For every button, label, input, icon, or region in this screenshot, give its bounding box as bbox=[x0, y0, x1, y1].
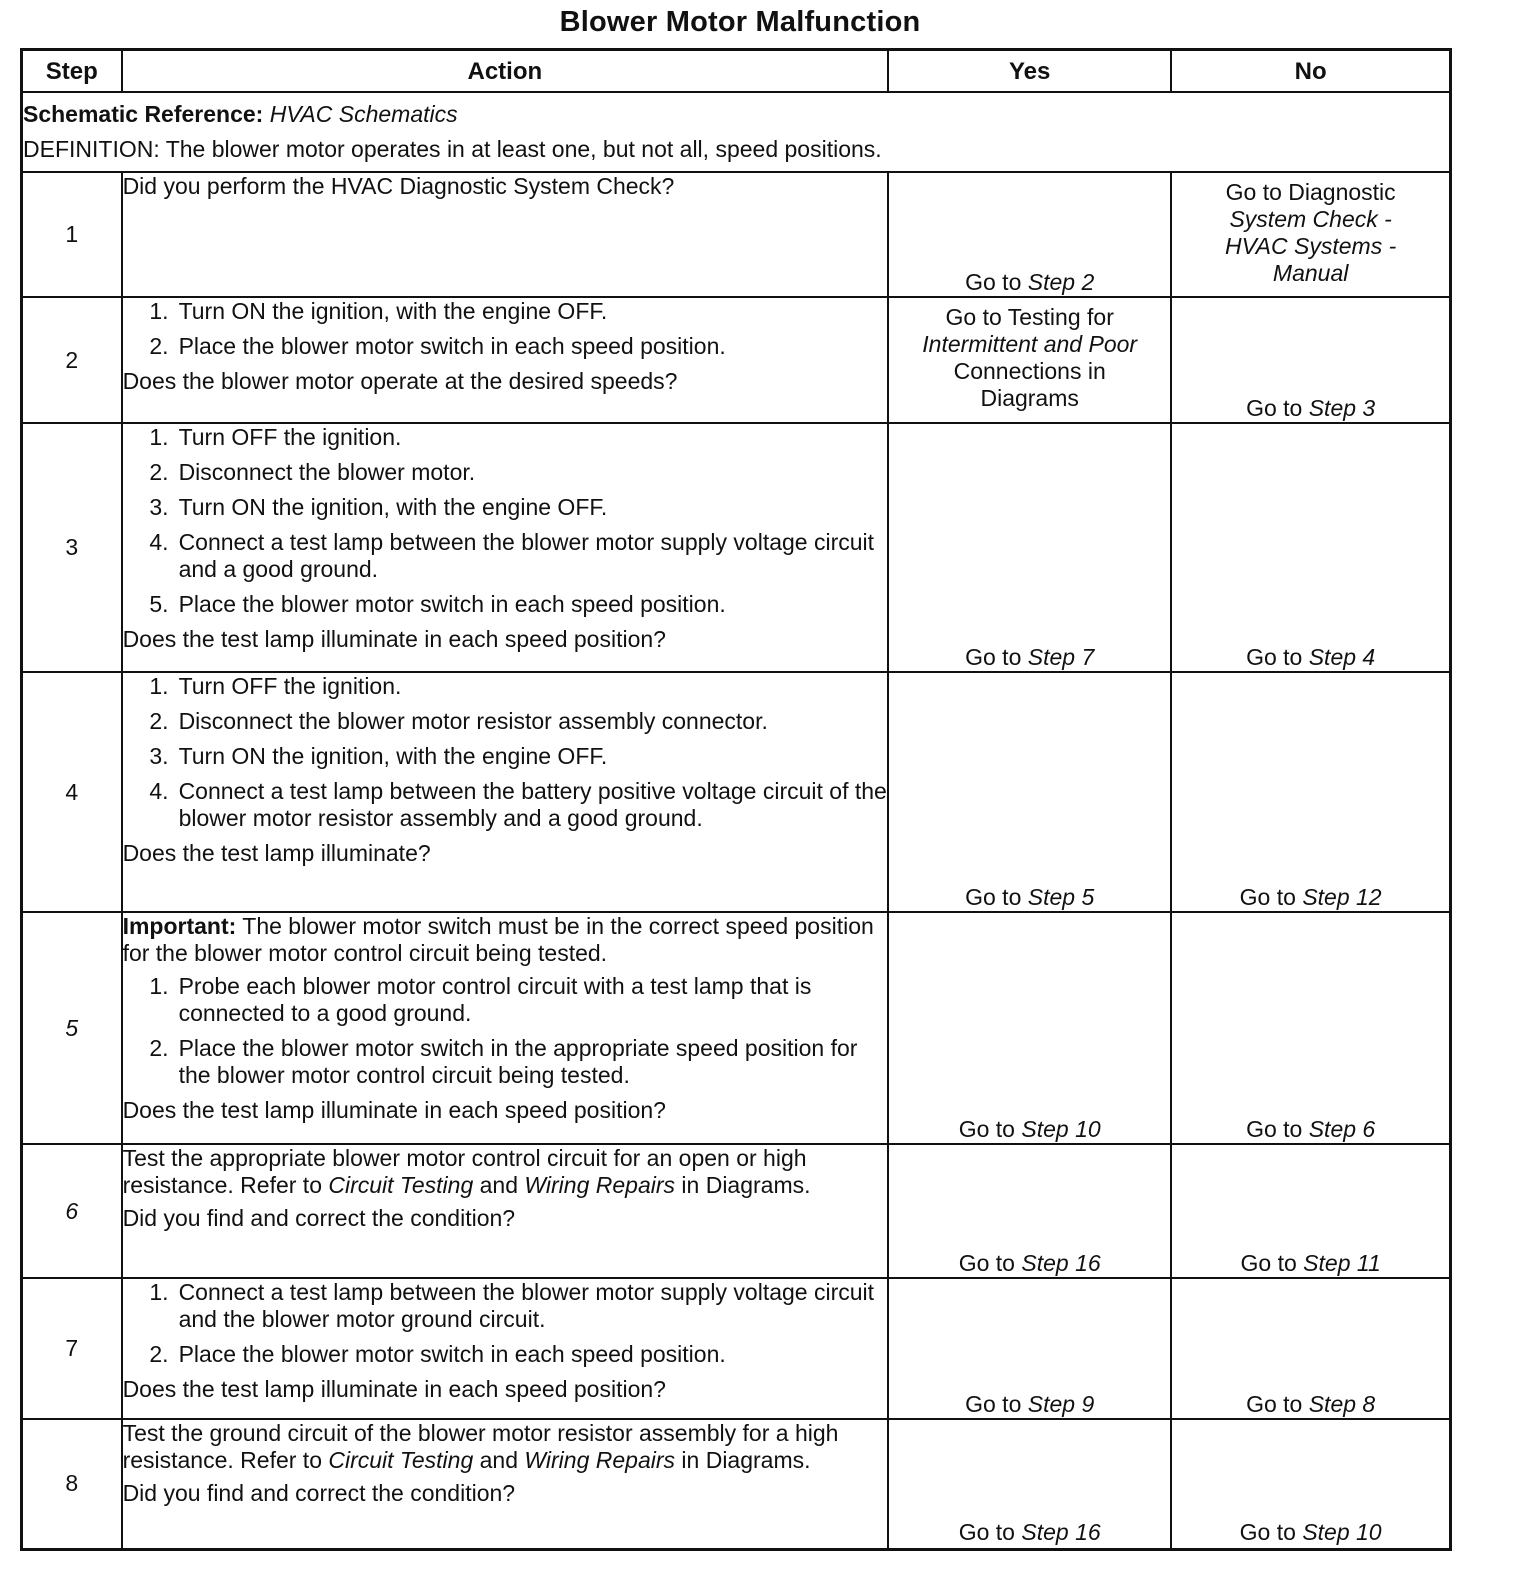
header-row bbox=[22, 50, 1451, 93]
no-link[interactable]: Step 6 bbox=[1308, 1116, 1376, 1142]
goto-label: Go to bbox=[1246, 644, 1303, 670]
action-cell bbox=[122, 297, 889, 423]
list-item: 1. Probe each blower motor control circuit with a test lamp that is connected to a good ground. bbox=[149, 973, 812, 1026]
question-text: Did you find and correct the condition? bbox=[122, 1205, 516, 1231]
circuit-testing-link[interactable]: Circuit Testing bbox=[328, 1172, 474, 1198]
action-cell bbox=[122, 1419, 889, 1549]
important-note: Important: The blower motor switch must be in the correct speed position for the blower motor control circuit being tested. bbox=[122, 913, 874, 966]
wiring-repairs-link[interactable]: Wiring Repairs bbox=[524, 1172, 676, 1198]
step-number: 6 bbox=[22, 1144, 122, 1278]
yes-cell bbox=[888, 912, 1171, 1144]
yes-cell bbox=[888, 1144, 1171, 1278]
instruction-text: Test the ground circuit of the blower motor resistor assembly for a high resistance. Refer to Circuit Testing and Wiring Repairs in Diagrams. bbox=[122, 1420, 839, 1473]
question-text: Did you find and correct the condition? bbox=[122, 1480, 516, 1506]
yes-line: Diagrams bbox=[980, 385, 1079, 411]
goto-label: Go to bbox=[1240, 1250, 1297, 1276]
table-row bbox=[22, 172, 1451, 297]
no-link[interactable]: Step 11 bbox=[1303, 1250, 1381, 1276]
schematic-label: Schematic Reference: bbox=[23, 101, 264, 127]
list-item: 2. Place the blower motor switch in each speed position. bbox=[149, 1341, 726, 1367]
schematic-link[interactable]: HVAC Schematics bbox=[269, 101, 458, 127]
step-number: 5 bbox=[22, 912, 122, 1144]
goto-label: Go to bbox=[965, 644, 1022, 670]
question-text: Does the test lamp illuminate in each speed position? bbox=[122, 1376, 666, 1402]
action-list bbox=[123, 424, 888, 618]
yes-link[interactable]: Step 16 bbox=[1021, 1250, 1101, 1276]
list-item: 5. Place the blower motor switch in each speed position. bbox=[149, 591, 726, 617]
no-link[interactable]: Step 10 bbox=[1302, 1518, 1382, 1545]
yes-cell bbox=[888, 172, 1171, 297]
header-action: Action bbox=[122, 50, 889, 93]
yes-link[interactable]: Step 2 bbox=[1027, 269, 1095, 295]
table-row bbox=[22, 1144, 1451, 1278]
yes-cell bbox=[888, 672, 1171, 912]
step-number: 4 bbox=[22, 672, 122, 912]
list-item: 1. Connect a test lamp between the blower motor supply voltage circuit and the blower motor ground circuit. bbox=[149, 1279, 875, 1332]
goto-label: Go to bbox=[965, 884, 1022, 910]
no-cell bbox=[1171, 172, 1450, 297]
no-link[interactable]: Step 8 bbox=[1308, 1391, 1376, 1417]
question-text: Does the test lamp illuminate? bbox=[122, 840, 431, 866]
goto-label: Go to bbox=[958, 1518, 1015, 1545]
header-step: Step bbox=[22, 50, 122, 93]
question-text: Did you perform the HVAC Diagnostic System Check? bbox=[122, 173, 675, 199]
question-text: Does the test lamp illuminate in each speed position? bbox=[122, 1097, 666, 1123]
important-label: Important: bbox=[122, 913, 237, 939]
list-item: 3. Turn ON the ignition, with the engine OFF. bbox=[149, 494, 608, 520]
no-cell bbox=[1171, 912, 1450, 1144]
goto-label: Go to bbox=[1246, 395, 1303, 421]
no-link[interactable]: Step 3 bbox=[1308, 395, 1376, 421]
goto-label: Go to bbox=[1246, 1116, 1303, 1142]
no-line: Go to Diagnostic bbox=[1225, 179, 1396, 205]
goto-label: Go to bbox=[965, 1391, 1022, 1417]
yes-link[interactable]: Step 10 bbox=[1021, 1116, 1101, 1142]
goto-label: Go to bbox=[1246, 1391, 1303, 1417]
reference-row bbox=[22, 92, 1451, 172]
action-cell bbox=[122, 1144, 889, 1278]
action-list bbox=[123, 973, 888, 1089]
table-row bbox=[22, 1419, 1451, 1549]
yes-line[interactable]: Intermittent and Poor bbox=[922, 331, 1138, 357]
question-text: Does the test lamp illuminate in each speed position? bbox=[122, 626, 666, 652]
goto-label: Go to bbox=[958, 1250, 1015, 1276]
no-cell bbox=[1171, 423, 1450, 672]
no-line[interactable]: Manual bbox=[1272, 260, 1349, 286]
table-row bbox=[22, 423, 1451, 672]
no-cell bbox=[1171, 297, 1450, 423]
table-row bbox=[22, 297, 1451, 423]
action-list bbox=[123, 673, 888, 832]
no-link[interactable]: Step 4 bbox=[1308, 644, 1376, 670]
action-cell bbox=[122, 672, 889, 912]
instruction-text: Test the appropriate blower motor control circuit for an open or high resistance. Refer to Circuit Testing and Wiring Repairs in Diagrams. bbox=[122, 1145, 811, 1198]
no-cell bbox=[1171, 672, 1450, 912]
no-cell bbox=[1171, 1278, 1450, 1419]
list-item: 4. Connect a test lamp between the battery positive voltage circuit of the blower motor resistor assembly and a good ground. bbox=[149, 778, 887, 831]
list-item: 2. Place the blower motor switch in the appropriate speed position for the blower motor control circuit being tested. bbox=[149, 1035, 858, 1088]
definition-text: DEFINITION: The blower motor operates in at least one, but not all, speed positions. bbox=[23, 136, 882, 162]
list-item: 4. Connect a test lamp between the blower motor supply voltage circuit and a good ground. bbox=[149, 529, 875, 582]
no-link[interactable]: Step 12 bbox=[1302, 884, 1382, 910]
list-item: 1. Turn OFF the ignition. bbox=[149, 673, 402, 699]
question-text: Does the blower motor operate at the desired speeds? bbox=[122, 368, 678, 394]
list-item: 1. Turn ON the ignition, with the engine OFF. bbox=[149, 298, 608, 324]
yes-cell bbox=[888, 297, 1171, 423]
yes-line[interactable]: Connections in bbox=[953, 358, 1106, 384]
step-number: 2 bbox=[22, 297, 122, 423]
reference-cell bbox=[22, 92, 1451, 172]
no-cell bbox=[1171, 1144, 1450, 1278]
yes-cell bbox=[888, 423, 1171, 672]
list-item: 2. Place the blower motor switch in each speed position. bbox=[149, 333, 726, 359]
yes-link[interactable]: Step 9 bbox=[1027, 1391, 1095, 1417]
table-row bbox=[22, 1278, 1451, 1419]
circuit-testing-link[interactable]: Circuit Testing bbox=[328, 1447, 474, 1473]
goto-label: Go to bbox=[1239, 1518, 1296, 1545]
action-cell bbox=[122, 1278, 889, 1419]
list-item: 2. Disconnect the blower motor resistor assembly connector. bbox=[149, 708, 768, 734]
goto-label: Go to bbox=[965, 269, 1022, 295]
action-list bbox=[123, 1279, 888, 1368]
action-cell bbox=[122, 423, 889, 672]
action-list bbox=[123, 298, 888, 360]
no-line[interactable]: HVAC Systems - bbox=[1225, 233, 1397, 259]
list-item: 1. Turn OFF the ignition. bbox=[149, 424, 402, 450]
yes-line: Go to Testing for bbox=[945, 304, 1114, 330]
yes-link[interactable]: Step 5 bbox=[1027, 884, 1095, 910]
list-item: 2. Disconnect the blower motor. bbox=[149, 459, 476, 485]
step-number: 8 bbox=[22, 1419, 122, 1549]
diagnostic-table bbox=[20, 48, 1452, 1551]
header-yes: Yes bbox=[888, 50, 1171, 93]
step-number: 1 bbox=[22, 172, 122, 297]
goto-label: Go to bbox=[1239, 884, 1296, 910]
no-line[interactable]: System Check - bbox=[1229, 206, 1392, 232]
page-title: Blower Motor Malfunction bbox=[559, 6, 921, 38]
goto-label: Go to bbox=[958, 1116, 1015, 1142]
yes-cell bbox=[888, 1419, 1171, 1549]
step-number: 7 bbox=[22, 1278, 122, 1419]
header-no: No bbox=[1171, 50, 1450, 93]
table-row bbox=[22, 912, 1451, 1144]
yes-link[interactable]: Step 7 bbox=[1027, 644, 1095, 670]
wiring-repairs-link[interactable]: Wiring Repairs bbox=[524, 1447, 676, 1473]
yes-link[interactable]: Step 16 bbox=[1021, 1518, 1101, 1545]
step-number: 3 bbox=[22, 423, 122, 672]
no-cell bbox=[1171, 1419, 1450, 1549]
action-cell bbox=[122, 912, 889, 1144]
list-item: 3. Turn ON the ignition, with the engine OFF. bbox=[149, 743, 608, 769]
action-cell bbox=[122, 172, 889, 297]
yes-cell bbox=[888, 1278, 1171, 1419]
table-row bbox=[22, 672, 1451, 912]
